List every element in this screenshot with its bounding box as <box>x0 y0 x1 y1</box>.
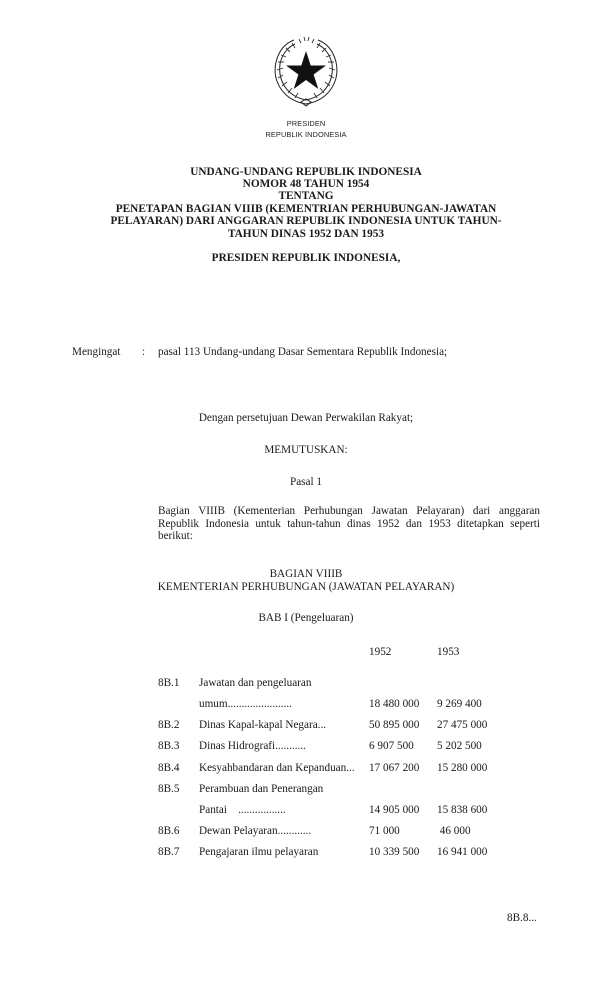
row-label: Pantai ................. <box>199 804 286 816</box>
table-row <box>0 698 612 712</box>
row-code: 8B.3 <box>158 740 180 752</box>
law-title-line-1: UNDANG-UNDANG REPUBLIK INDONESIA <box>190 166 422 178</box>
row-code: 8B.7 <box>158 846 180 858</box>
mengingat-separator: : <box>142 346 146 358</box>
table-row <box>0 804 612 818</box>
persetujuan-text: Dengan persetujuan Dewan Perwakilan Rakyat; <box>198 412 414 424</box>
row-label: Pengajaran ilmu pelayaran <box>199 846 319 858</box>
memutuskan-heading: MEMUTUSKAN: <box>264 444 348 456</box>
table-header-row <box>0 646 612 660</box>
row-label: Dinas Hidrografi........... <box>199 740 306 752</box>
column-header-1952: 1952 <box>369 646 392 658</box>
row-code: 8B.2 <box>158 719 180 731</box>
row-value-1952: 71 000 <box>369 825 400 837</box>
row-value-1953: 15 838 600 <box>437 804 488 816</box>
presiden-emblem-icon <box>268 34 344 110</box>
table-row <box>0 783 612 797</box>
row-code: 8B.5 <box>158 783 180 795</box>
kementerian-heading: KEMENTERIAN PERHUBUNGAN (JAWATAN PELAYARAN) <box>157 581 455 593</box>
page-continuation-marker: 8B.8... <box>507 912 537 924</box>
row-label: Dewan Pelayaran............ <box>199 825 312 837</box>
row-value-1953: 27 475 000 <box>437 719 488 731</box>
row-code: 8B.1 <box>158 677 180 689</box>
row-label: Jawatan dan pengeluaran <box>199 677 312 689</box>
presiden-heading: PRESIDEN REPUBLIK INDONESIA, <box>211 252 401 264</box>
mengingat-label: Mengingat <box>72 346 121 358</box>
row-code: 8B.6 <box>158 825 180 837</box>
table-row <box>0 846 612 860</box>
bab-heading: BAB I (Pengeluaran) <box>258 612 354 624</box>
table-row <box>0 740 612 754</box>
row-label: Perambuan dan Penerangan <box>199 783 324 795</box>
emblem-caption-republik: REPUBLIK INDONESIA <box>265 130 347 139</box>
row-value-1953: 5 202 500 <box>437 740 482 752</box>
row-value-1953: 9 269 400 <box>437 698 482 710</box>
table-row <box>0 719 612 733</box>
table-row <box>0 825 612 839</box>
row-value-1953: 16 941 000 <box>437 846 488 858</box>
row-label: Kesyahbandaran dan Kepanduan... <box>199 762 355 774</box>
emblem-caption-presiden: PRESIDEN <box>286 119 326 128</box>
row-value-1952: 17 067 200 <box>369 762 420 774</box>
row-value-1952: 18 480 000 <box>369 698 420 710</box>
row-value-1952: 10 339 500 <box>369 846 420 858</box>
row-value-1953: 46 000 <box>437 825 471 837</box>
row-value-1953: 15 280 000 <box>437 762 488 774</box>
law-title-line-4: PENETAPAN BAGIAN VIIIB (KEMENTRIAN PERHUBUNGAN-JAWATAN <box>115 203 497 215</box>
law-title-line-6: TAHUN DINAS 1952 DAN 1953 <box>227 228 385 240</box>
row-code: 8B.4 <box>158 762 180 774</box>
law-title-line-3: TENTANG <box>278 190 334 202</box>
table-row <box>0 677 612 691</box>
row-value-1952: 14 905 000 <box>369 804 420 816</box>
row-value-1952: 6 907 500 <box>369 740 414 752</box>
pasal-1-text: Bagian VIIIB (Kementerian Perhubungan Jawatan Pelayaran) dari anggaran Republik Indonesia untuk tahun-tahun dinas 1952 dan 1953 ditetapkan seperti berikut: <box>158 505 540 543</box>
row-value-1952: 50 895 000 <box>369 719 420 731</box>
pasal-heading: Pasal 1 <box>289 476 322 488</box>
law-title-line-5: PELAYARAN) DARI ANGGARAN REPUBLIK INDONESIA UNTUK TAHUN- <box>110 215 502 227</box>
column-header-1953: 1953 <box>437 646 460 658</box>
law-title-line-2: NOMOR 48 TAHUN 1954 <box>242 178 370 190</box>
row-label: Dinas Kapal-kapal Negara... <box>199 719 327 731</box>
table-row <box>0 762 612 776</box>
bagian-heading: BAGIAN VIIIB <box>269 568 343 580</box>
row-label: umum....................... <box>199 698 292 710</box>
mengingat-text: pasal 113 Undang-undang Dasar Sementara Republik Indonesia; <box>158 346 448 358</box>
